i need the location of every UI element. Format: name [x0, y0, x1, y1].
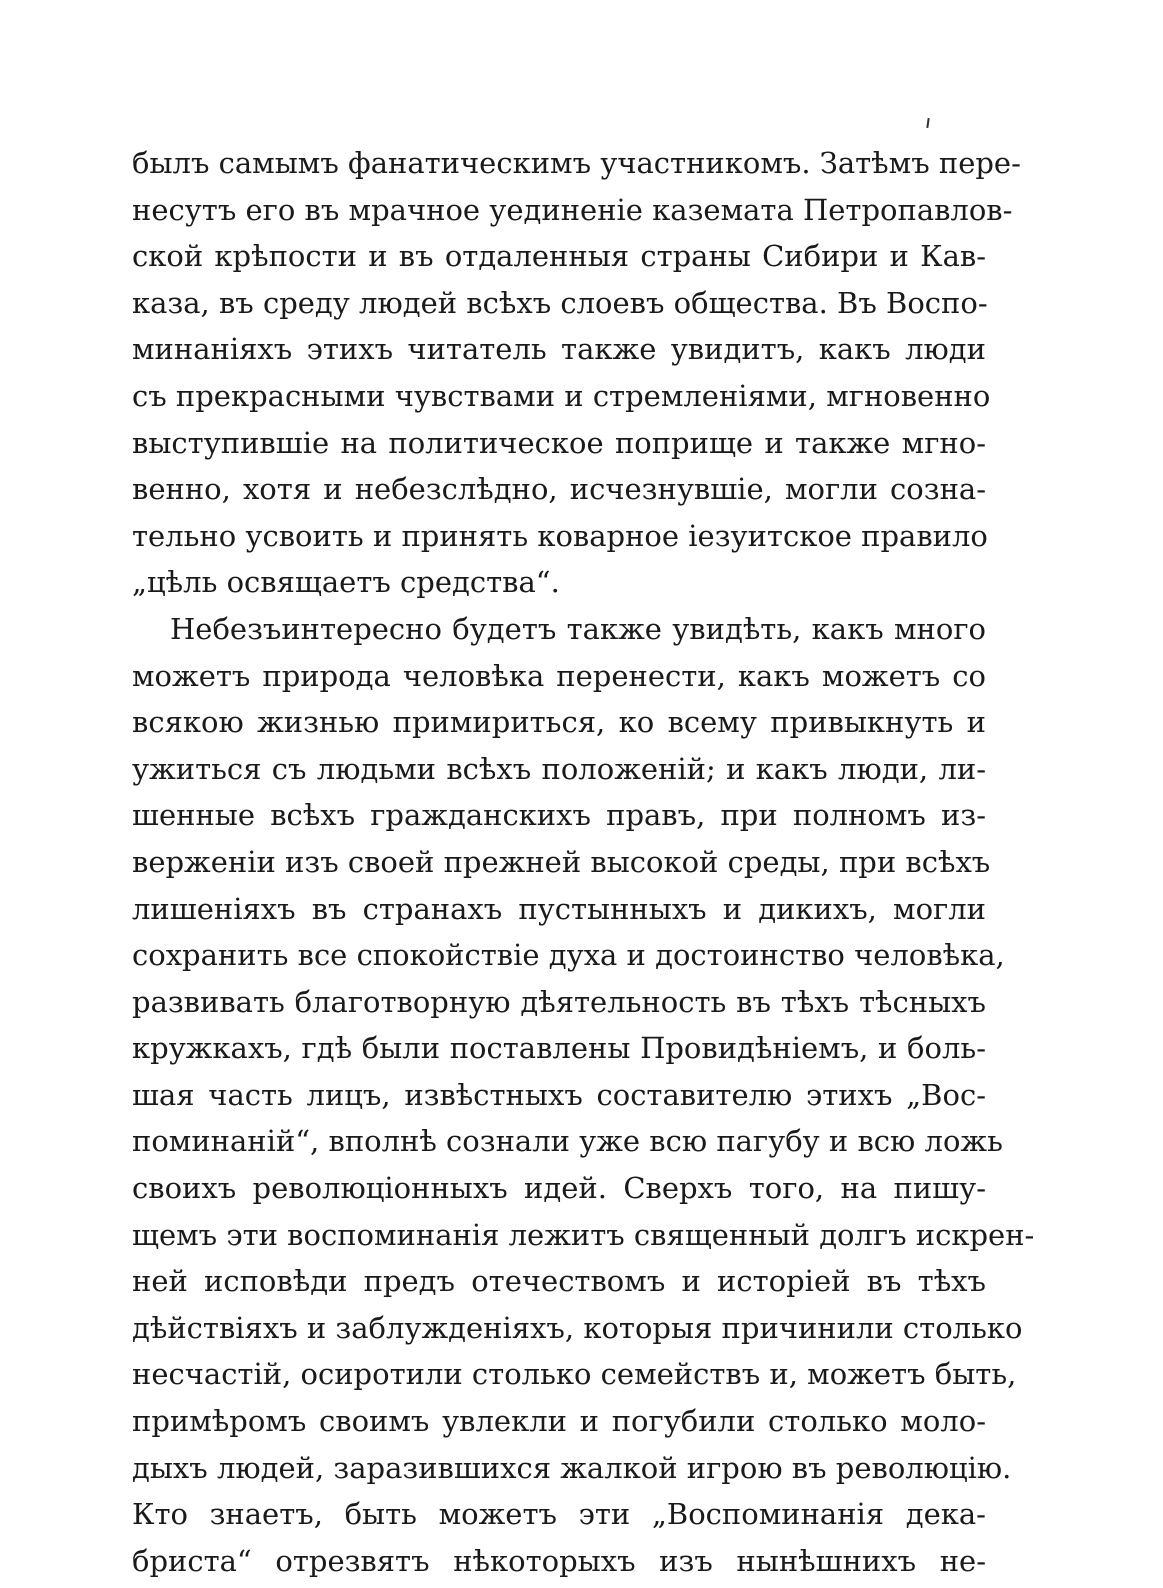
text-line: шая часть лицъ, извѣстныхъ составителю этихъ „Вос- [132, 1077, 986, 1112]
paragraph-end-line: „цѣль освящаетъ средства“. [132, 565, 560, 600]
text-line: минаніяхъ этихъ читатель также увидитъ, какъ люди [132, 332, 986, 367]
text-line: всякою жизнью примириться, ко всему привыкнуть и [132, 705, 986, 740]
text-line: венно, хотя и небезслѣдно, исчезнувшіе, могли созна- [132, 472, 986, 507]
text-line: верженіи изъ своей прежней высокой среды, при всѣхъ [132, 844, 991, 879]
text-line: кружкахъ, гдѣ были поставлены Провидѣніемъ, и боль- [132, 1031, 986, 1066]
text-line: дѣйствіяхъ и заблужденіяхъ, которыя причинили столько [132, 1310, 1023, 1345]
text-line: дыхъ людей, заразившихся жалкой игрою въ революцію. [132, 1450, 1012, 1485]
text-line: несчастій, осиротили столько семействъ и, можетъ быть, [132, 1357, 1017, 1392]
text-line: тельно усвоить и принять коварное іезуитское правило [132, 518, 988, 553]
text-line: ней исповѣди предъ отечествомъ и исторіей въ тѣхъ [132, 1264, 986, 1299]
text-line: ужиться съ людьми всѣхъ положеній; и какъ люди, ли- [132, 751, 986, 786]
text-line: своихъ революціонныхъ идей. Сверхъ того, на пишу- [132, 1171, 986, 1206]
text-line: Кто знаетъ, быть можетъ эти „Воспоминанія дека- [132, 1497, 986, 1532]
text-line: каза, въ среду людей всѣхъ слоевъ общества. Въ Воспо- [132, 285, 988, 320]
page-text [132, 140, 1035, 1584]
text-line: можетъ природа человѣка перенести, какъ можетъ со [132, 658, 986, 693]
text-line: сохранить все спокойствіе духа и достоинство человѣка, [132, 938, 1005, 973]
text-line: лишеніяхъ въ странахъ пустынныхъ и дикихъ, могли [132, 891, 986, 926]
text-line: примѣромъ своимъ увлекли и погубили столько моло- [132, 1404, 986, 1439]
text-line: развивать благотворную дѣятельность въ тѣхъ тѣсныхъ [132, 984, 986, 1019]
text-line: ской крѣпости и въ отдаленныя страны Сибири и Кав- [132, 239, 986, 274]
text-line: бриста“ отрезвятъ нѣкоторыхъ изъ нынѣшнихъ не- [132, 1543, 986, 1578]
page-corner-mark [926, 118, 929, 128]
text-line: щемъ эти воспоминанія лежитъ священный долгъ искрен- [132, 1217, 1035, 1252]
text-line: несутъ его въ мрачное уединеніе каземата Петропавлов- [132, 192, 1013, 227]
text-line: поминаній“, вполнѣ сознали уже всю пагубу и всю ложь [132, 1124, 1003, 1159]
text-line: выступившіе на политическое поприще и также мгно- [132, 425, 986, 460]
paragraph-start-line: Небезъинтересно будетъ также увидѣть, какъ много [170, 611, 986, 646]
text-line: съ прекрасными чувствами и стремленіями, мгновенно [132, 378, 991, 413]
text-line: былъ самымъ фанатическимъ участникомъ. Затѣмъ пере- [132, 146, 1021, 180]
text-line: шенные всѣхъ гражданскихъ правъ, при полномъ из- [132, 798, 986, 833]
